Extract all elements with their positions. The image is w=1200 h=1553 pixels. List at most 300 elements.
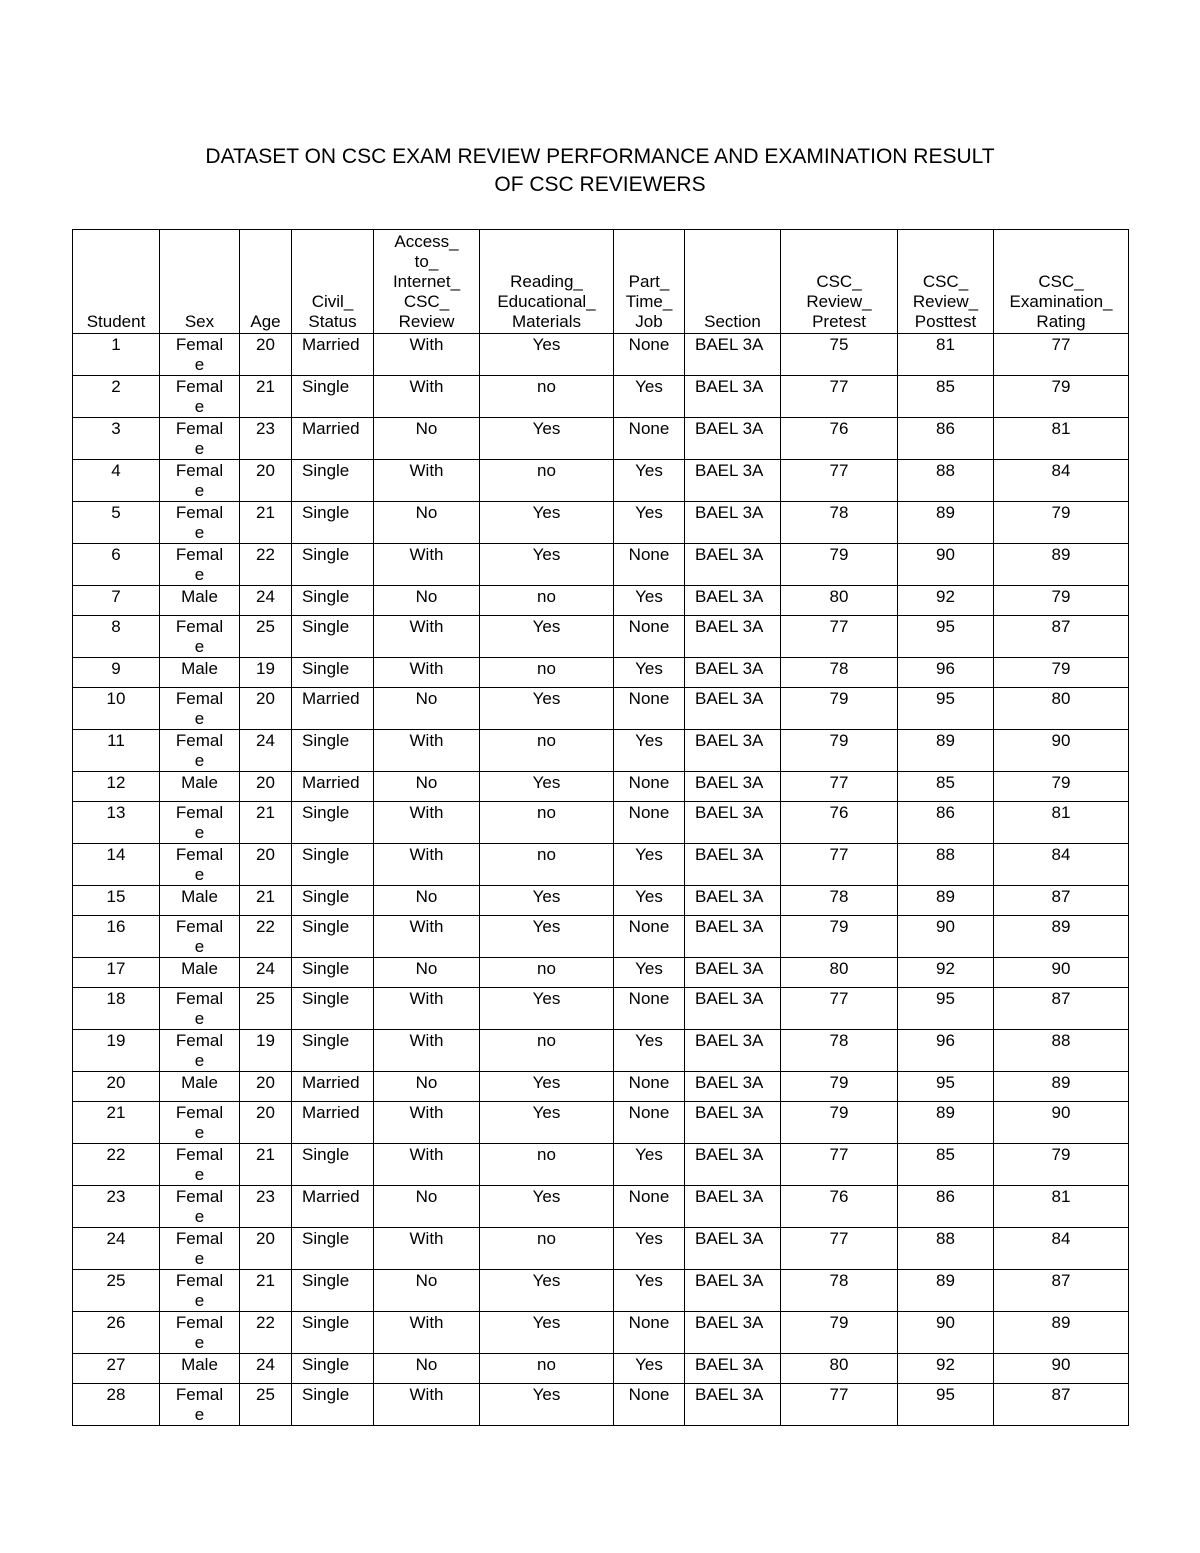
cell-csc-examination-rating: 81	[994, 802, 1129, 844]
cell-csc-examination-rating: 79	[994, 658, 1129, 688]
cell-age: 21	[240, 1270, 292, 1312]
cell-csc-review-posttest: 85	[898, 772, 994, 802]
cell-sex: Female	[160, 1228, 240, 1270]
cell-csc-review-posttest: 89	[898, 1102, 994, 1144]
cell-student: 26	[73, 1312, 160, 1354]
cell-csc-examination-rating: 90	[994, 1354, 1129, 1384]
cell-csc-examination-rating: 87	[994, 886, 1129, 916]
cell-csc-examination-rating: 79	[994, 586, 1129, 616]
cell-civil-status: Single	[292, 376, 374, 418]
cell-civil-status: Married	[292, 1186, 374, 1228]
header-line: Status	[308, 312, 357, 331]
header-line: Time_	[625, 292, 673, 311]
cell-age: 25	[240, 988, 292, 1030]
cell-civil-status: Single	[292, 586, 374, 616]
cell-sex: Female	[160, 844, 240, 886]
cell-csc-examination-rating: 90	[994, 730, 1129, 772]
cell-sex: Male	[160, 772, 240, 802]
cell-section: BAEL 3A	[685, 418, 781, 460]
cell-sex: Female	[160, 916, 240, 958]
header-line: Review_	[806, 292, 872, 311]
cell-part-time-job: Yes	[614, 586, 685, 616]
cell-access-to-internet-csc-review: With	[374, 1030, 480, 1072]
cell-access-to-internet-csc-review: With	[374, 916, 480, 958]
cell-sex: Female	[160, 802, 240, 844]
cell-csc-review-posttest: 88	[898, 460, 994, 502]
cell-age: 20	[240, 334, 292, 376]
header-line: Reading_	[510, 272, 583, 291]
cell-student: 22	[73, 1144, 160, 1186]
cell-csc-examination-rating: 90	[994, 1102, 1129, 1144]
table-row	[73, 616, 1129, 658]
cell-csc-review-pretest: 80	[781, 586, 898, 616]
cell-access-to-internet-csc-review: With	[374, 844, 480, 886]
cell-csc-review-posttest: 89	[898, 730, 994, 772]
cell-access-to-internet-csc-review: With	[374, 658, 480, 688]
cell-reading-educational-materials: no	[480, 460, 614, 502]
cell-part-time-job: None	[614, 802, 685, 844]
cell-csc-review-pretest: 77	[781, 1228, 898, 1270]
table-row	[73, 958, 1129, 988]
cell-age: 24	[240, 958, 292, 988]
header-line: CSC_	[816, 272, 862, 291]
cell-part-time-job: None	[614, 916, 685, 958]
cell-section: BAEL 3A	[685, 1312, 781, 1354]
cell-part-time-job: Yes	[614, 1228, 685, 1270]
cell-reading-educational-materials: Yes	[480, 418, 614, 460]
column-header-age	[240, 230, 292, 334]
title-line-2: OF CSC REVIEWERS	[494, 173, 706, 196]
cell-student: 10	[73, 688, 160, 730]
table-row	[73, 844, 1129, 886]
cell-csc-review-posttest: 92	[898, 586, 994, 616]
cell-student: 23	[73, 1186, 160, 1228]
cell-student: 8	[73, 616, 160, 658]
cell-part-time-job: None	[614, 544, 685, 586]
dataset-table	[72, 229, 1129, 1426]
cell-section: BAEL 3A	[685, 772, 781, 802]
cell-csc-review-pretest: 77	[781, 844, 898, 886]
column-header-section	[685, 230, 781, 334]
cell-reading-educational-materials: Yes	[480, 1270, 614, 1312]
cell-section: BAEL 3A	[685, 988, 781, 1030]
cell-access-to-internet-csc-review: With	[374, 460, 480, 502]
cell-civil-status: Single	[292, 460, 374, 502]
column-header-csc-review-posttest	[898, 230, 994, 334]
cell-section: BAEL 3A	[685, 658, 781, 688]
cell-reading-educational-materials: no	[480, 376, 614, 418]
cell-sex: Female	[160, 544, 240, 586]
cell-csc-review-pretest: 76	[781, 418, 898, 460]
cell-section: BAEL 3A	[685, 376, 781, 418]
cell-student: 24	[73, 1228, 160, 1270]
cell-student: 7	[73, 586, 160, 616]
cell-access-to-internet-csc-review: No	[374, 958, 480, 988]
cell-section: BAEL 3A	[685, 1072, 781, 1102]
cell-civil-status: Single	[292, 802, 374, 844]
cell-section: BAEL 3A	[685, 460, 781, 502]
cell-csc-examination-rating: 79	[994, 1144, 1129, 1186]
cell-part-time-job: None	[614, 1072, 685, 1102]
cell-reading-educational-materials: Yes	[480, 1312, 614, 1354]
cell-section: BAEL 3A	[685, 1186, 781, 1228]
cell-csc-review-pretest: 77	[781, 1144, 898, 1186]
table-row	[73, 1384, 1129, 1426]
cell-csc-examination-rating: 88	[994, 1030, 1129, 1072]
cell-part-time-job: None	[614, 334, 685, 376]
table-row	[73, 1312, 1129, 1354]
cell-csc-review-posttest: 96	[898, 658, 994, 688]
cell-csc-review-posttest: 85	[898, 376, 994, 418]
cell-section: BAEL 3A	[685, 1270, 781, 1312]
cell-student: 5	[73, 502, 160, 544]
header-line: Review_	[912, 292, 979, 311]
header-line: Civil_	[311, 292, 354, 311]
cell-access-to-internet-csc-review: No	[374, 688, 480, 730]
cell-section: BAEL 3A	[685, 844, 781, 886]
cell-sex: Male	[160, 1354, 240, 1384]
cell-csc-review-pretest: 77	[781, 376, 898, 418]
header-line: Posttest	[914, 312, 977, 331]
table-row	[73, 376, 1129, 418]
cell-csc-review-posttest: 90	[898, 1312, 994, 1354]
cell-csc-examination-rating: 87	[994, 616, 1129, 658]
cell-sex: Female	[160, 988, 240, 1030]
cell-csc-review-posttest: 96	[898, 1030, 994, 1072]
cell-csc-review-pretest: 79	[781, 1102, 898, 1144]
table-row	[73, 1354, 1129, 1384]
cell-part-time-job: None	[614, 418, 685, 460]
cell-civil-status: Single	[292, 958, 374, 988]
table-row	[73, 460, 1129, 502]
table-row	[73, 802, 1129, 844]
cell-reading-educational-materials: Yes	[480, 334, 614, 376]
cell-civil-status: Married	[292, 418, 374, 460]
cell-student: 28	[73, 1384, 160, 1426]
cell-csc-review-posttest: 92	[898, 1354, 994, 1384]
cell-csc-review-pretest: 80	[781, 1354, 898, 1384]
cell-part-time-job: None	[614, 988, 685, 1030]
cell-part-time-job: Yes	[614, 958, 685, 988]
cell-access-to-internet-csc-review: With	[374, 334, 480, 376]
table-row	[73, 1270, 1129, 1312]
cell-section: BAEL 3A	[685, 334, 781, 376]
cell-csc-review-posttest: 95	[898, 688, 994, 730]
table-body	[73, 334, 1129, 1426]
header-line: CSC_	[403, 292, 450, 311]
cell-age: 22	[240, 544, 292, 586]
cell-age: 23	[240, 1186, 292, 1228]
cell-csc-examination-rating: 89	[994, 916, 1129, 958]
cell-access-to-internet-csc-review: With	[374, 376, 480, 418]
cell-reading-educational-materials: no	[480, 730, 614, 772]
header-line: Internet_	[392, 272, 461, 291]
cell-civil-status: Single	[292, 544, 374, 586]
cell-part-time-job: None	[614, 616, 685, 658]
cell-reading-educational-materials: Yes	[480, 1102, 614, 1144]
cell-csc-review-posttest: 95	[898, 616, 994, 658]
cell-csc-review-pretest: 77	[781, 988, 898, 1030]
document-title	[0, 143, 1200, 199]
cell-student: 4	[73, 460, 160, 502]
cell-csc-review-posttest: 86	[898, 1186, 994, 1228]
column-header-sex	[160, 230, 240, 334]
cell-section: BAEL 3A	[685, 1102, 781, 1144]
cell-student: 16	[73, 916, 160, 958]
cell-csc-examination-rating: 84	[994, 1228, 1129, 1270]
cell-section: BAEL 3A	[685, 586, 781, 616]
cell-csc-review-posttest: 88	[898, 1228, 994, 1270]
table-row	[73, 1102, 1129, 1144]
cell-section: BAEL 3A	[685, 1228, 781, 1270]
header-row	[73, 230, 1129, 334]
cell-age: 20	[240, 1228, 292, 1270]
cell-age: 22	[240, 1312, 292, 1354]
column-header-reading-educational-materials	[480, 230, 614, 334]
table-row	[73, 418, 1129, 460]
table-row	[73, 772, 1129, 802]
cell-sex: Female	[160, 1186, 240, 1228]
cell-age: 24	[240, 586, 292, 616]
cell-csc-review-posttest: 95	[898, 1072, 994, 1102]
cell-csc-review-pretest: 79	[781, 544, 898, 586]
cell-reading-educational-materials: no	[480, 1144, 614, 1186]
cell-student: 11	[73, 730, 160, 772]
cell-civil-status: Single	[292, 916, 374, 958]
cell-civil-status: Married	[292, 772, 374, 802]
cell-reading-educational-materials: Yes	[480, 616, 614, 658]
cell-part-time-job: None	[614, 688, 685, 730]
cell-access-to-internet-csc-review: With	[374, 730, 480, 772]
cell-age: 20	[240, 1072, 292, 1102]
header-line: Job	[635, 312, 663, 331]
cell-student: 13	[73, 802, 160, 844]
cell-age: 19	[240, 1030, 292, 1072]
table-row	[73, 1186, 1129, 1228]
cell-part-time-job: Yes	[614, 1270, 685, 1312]
cell-sex: Female	[160, 334, 240, 376]
cell-csc-examination-rating: 79	[994, 502, 1129, 544]
cell-student: 19	[73, 1030, 160, 1072]
cell-civil-status: Single	[292, 1312, 374, 1354]
cell-access-to-internet-csc-review: No	[374, 1354, 480, 1384]
cell-access-to-internet-csc-review: With	[374, 1384, 480, 1426]
cell-access-to-internet-csc-review: No	[374, 886, 480, 916]
header-line: to_	[414, 252, 439, 271]
cell-part-time-job: None	[614, 1312, 685, 1354]
cell-student: 15	[73, 886, 160, 916]
cell-csc-review-pretest: 76	[781, 802, 898, 844]
cell-access-to-internet-csc-review: With	[374, 616, 480, 658]
cell-sex: Female	[160, 1270, 240, 1312]
table-row	[73, 658, 1129, 688]
cell-reading-educational-materials: no	[480, 958, 614, 988]
cell-student: 3	[73, 418, 160, 460]
cell-age: 20	[240, 1102, 292, 1144]
table-row	[73, 1228, 1129, 1270]
cell-access-to-internet-csc-review: With	[374, 988, 480, 1030]
cell-csc-examination-rating: 79	[994, 376, 1129, 418]
cell-sex: Female	[160, 418, 240, 460]
cell-reading-educational-materials: no	[480, 844, 614, 886]
cell-civil-status: Single	[292, 1270, 374, 1312]
cell-sex: Female	[160, 1312, 240, 1354]
cell-csc-review-pretest: 77	[781, 616, 898, 658]
cell-csc-review-posttest: 89	[898, 886, 994, 916]
cell-sex: Female	[160, 502, 240, 544]
column-header-civil-status	[292, 230, 374, 334]
cell-age: 21	[240, 1144, 292, 1186]
cell-sex: Male	[160, 958, 240, 988]
cell-part-time-job: Yes	[614, 1144, 685, 1186]
cell-csc-review-pretest: 78	[781, 502, 898, 544]
cell-csc-review-pretest: 79	[781, 1072, 898, 1102]
cell-access-to-internet-csc-review: No	[374, 1186, 480, 1228]
cell-reading-educational-materials: Yes	[480, 688, 614, 730]
cell-csc-review-posttest: 86	[898, 802, 994, 844]
cell-access-to-internet-csc-review: No	[374, 1270, 480, 1312]
cell-section: BAEL 3A	[685, 802, 781, 844]
cell-civil-status: Single	[292, 658, 374, 688]
cell-student: 14	[73, 844, 160, 886]
cell-civil-status: Single	[292, 1384, 374, 1426]
cell-reading-educational-materials: Yes	[480, 772, 614, 802]
cell-age: 24	[240, 1354, 292, 1384]
header-line: Rating	[1036, 312, 1086, 331]
cell-section: BAEL 3A	[685, 688, 781, 730]
cell-part-time-job: Yes	[614, 886, 685, 916]
cell-sex: Female	[160, 1030, 240, 1072]
cell-civil-status: Single	[292, 502, 374, 544]
cell-csc-examination-rating: 87	[994, 1270, 1129, 1312]
cell-section: BAEL 3A	[685, 1144, 781, 1186]
cell-part-time-job: Yes	[614, 460, 685, 502]
header-line: Part_	[628, 272, 670, 291]
cell-sex: Female	[160, 1384, 240, 1426]
cell-civil-status: Single	[292, 1144, 374, 1186]
cell-sex: Female	[160, 730, 240, 772]
table-row	[73, 688, 1129, 730]
cell-civil-status: Single	[292, 844, 374, 886]
header-line: Examination_	[1009, 292, 1113, 311]
cell-student: 20	[73, 1072, 160, 1102]
header-line: Age	[250, 312, 281, 331]
cell-access-to-internet-csc-review: With	[374, 1144, 480, 1186]
cell-access-to-internet-csc-review: With	[374, 802, 480, 844]
cell-civil-status: Married	[292, 688, 374, 730]
cell-csc-examination-rating: 77	[994, 334, 1129, 376]
cell-civil-status: Married	[292, 1072, 374, 1102]
cell-reading-educational-materials: no	[480, 1354, 614, 1384]
cell-access-to-internet-csc-review: With	[374, 1102, 480, 1144]
cell-csc-review-posttest: 90	[898, 544, 994, 586]
cell-age: 23	[240, 418, 292, 460]
cell-age: 21	[240, 802, 292, 844]
cell-part-time-job: Yes	[614, 1030, 685, 1072]
cell-section: BAEL 3A	[685, 544, 781, 586]
cell-reading-educational-materials: Yes	[480, 1384, 614, 1426]
cell-csc-review-posttest: 90	[898, 916, 994, 958]
cell-student: 17	[73, 958, 160, 988]
cell-csc-review-pretest: 77	[781, 1384, 898, 1426]
cell-csc-review-pretest: 79	[781, 730, 898, 772]
cell-reading-educational-materials: no	[480, 1030, 614, 1072]
cell-reading-educational-materials: Yes	[480, 988, 614, 1030]
cell-section: BAEL 3A	[685, 1354, 781, 1384]
cell-csc-review-posttest: 95	[898, 988, 994, 1030]
cell-civil-status: Single	[292, 1030, 374, 1072]
cell-reading-educational-materials: Yes	[480, 916, 614, 958]
cell-csc-review-pretest: 79	[781, 916, 898, 958]
cell-csc-examination-rating: 84	[994, 844, 1129, 886]
cell-student: 6	[73, 544, 160, 586]
cell-part-time-job: None	[614, 1384, 685, 1426]
cell-age: 20	[240, 688, 292, 730]
cell-csc-review-posttest: 89	[898, 1270, 994, 1312]
header-line: Sex	[184, 312, 215, 331]
cell-civil-status: Single	[292, 1228, 374, 1270]
cell-part-time-job: None	[614, 1186, 685, 1228]
table-row	[73, 886, 1129, 916]
cell-csc-examination-rating: 89	[994, 544, 1129, 586]
cell-age: 19	[240, 658, 292, 688]
column-header-student	[73, 230, 160, 334]
table-row	[73, 1072, 1129, 1102]
cell-student: 12	[73, 772, 160, 802]
cell-age: 25	[240, 616, 292, 658]
cell-part-time-job: Yes	[614, 1354, 685, 1384]
cell-sex: Female	[160, 1102, 240, 1144]
cell-access-to-internet-csc-review: No	[374, 502, 480, 544]
cell-csc-review-pretest: 80	[781, 958, 898, 988]
cell-section: BAEL 3A	[685, 886, 781, 916]
cell-csc-review-posttest: 88	[898, 844, 994, 886]
cell-csc-review-posttest: 81	[898, 334, 994, 376]
header-line: Educational_	[497, 292, 596, 311]
header-line: Materials	[512, 312, 581, 331]
cell-sex: Male	[160, 1072, 240, 1102]
cell-section: BAEL 3A	[685, 1384, 781, 1426]
table-row	[73, 586, 1129, 616]
cell-csc-examination-rating: 84	[994, 460, 1129, 502]
cell-csc-examination-rating: 87	[994, 1384, 1129, 1426]
cell-sex: Female	[160, 376, 240, 418]
cell-csc-review-pretest: 79	[781, 1312, 898, 1354]
cell-access-to-internet-csc-review: With	[374, 544, 480, 586]
cell-section: BAEL 3A	[685, 616, 781, 658]
cell-csc-review-posttest: 92	[898, 958, 994, 988]
cell-csc-examination-rating: 89	[994, 1072, 1129, 1102]
cell-student: 18	[73, 988, 160, 1030]
column-header-access-to-internet-csc-review	[374, 230, 480, 334]
cell-age: 21	[240, 886, 292, 916]
cell-section: BAEL 3A	[685, 1030, 781, 1072]
cell-access-to-internet-csc-review: With	[374, 1228, 480, 1270]
cell-reading-educational-materials: no	[480, 1228, 614, 1270]
cell-csc-examination-rating: 90	[994, 958, 1129, 988]
cell-csc-review-pretest: 78	[781, 1030, 898, 1072]
cell-part-time-job: Yes	[614, 502, 685, 544]
cell-access-to-internet-csc-review: No	[374, 1072, 480, 1102]
cell-access-to-internet-csc-review: No	[374, 772, 480, 802]
cell-student: 2	[73, 376, 160, 418]
cell-part-time-job: None	[614, 772, 685, 802]
cell-csc-review-posttest: 95	[898, 1384, 994, 1426]
cell-student: 21	[73, 1102, 160, 1144]
cell-csc-examination-rating: 81	[994, 418, 1129, 460]
cell-civil-status: Single	[292, 616, 374, 658]
cell-reading-educational-materials: Yes	[480, 1072, 614, 1102]
